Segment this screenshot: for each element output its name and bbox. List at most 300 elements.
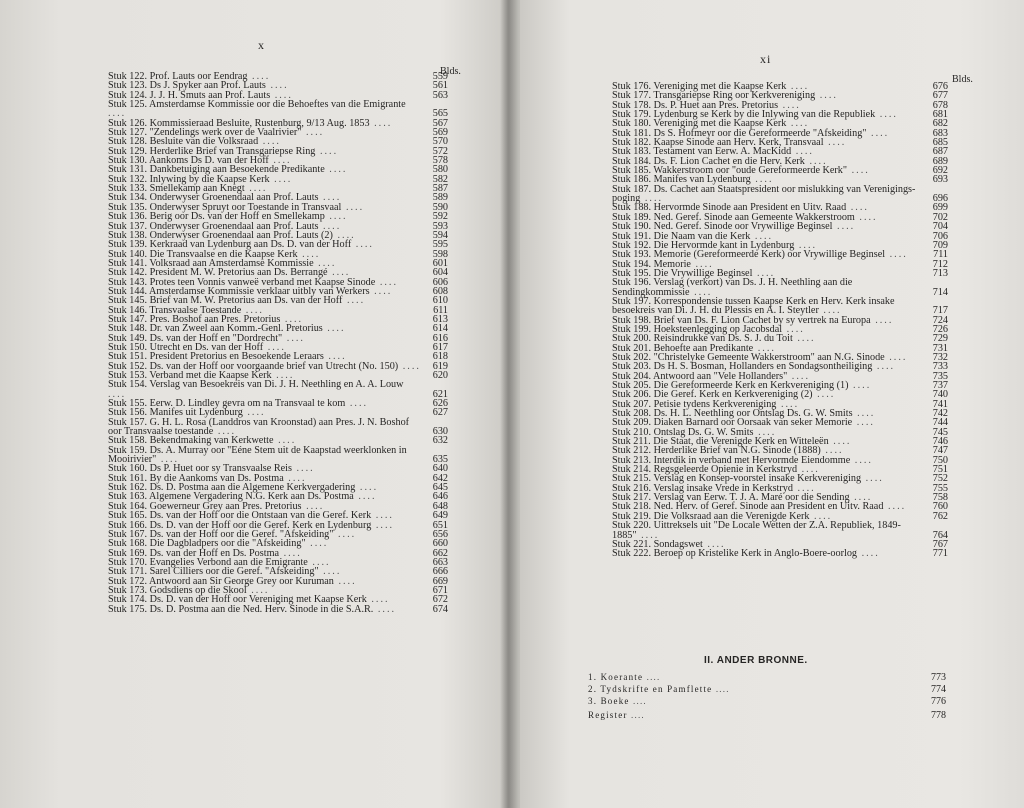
leader-dots: ....	[846, 202, 869, 214]
toc-entry-page: 620	[432, 370, 448, 381]
toc-entry-title: Stuk 197. Korrespondensie tussen Kaapse Kerk en Herv. Kerk insake besoekreis van Di. J. H. du Plessis en A. I. Steytler	[612, 295, 895, 317]
toc-entry-title: Stuk 171. Sarel Cilliers oor die Geref. "Afskeiding"	[108, 566, 319, 578]
toc-entry-title: Stuk 140. Die Transvaalse en die Kaapse Kerk	[108, 248, 298, 260]
toc-entry-page: 666	[432, 566, 448, 578]
toc-entry-page: 648	[432, 500, 448, 512]
toc-list-right	[612, 82, 948, 559]
leader-dots: ....	[712, 684, 730, 694]
toc-entry-title: Stuk 149. Ds. van der Hoff en "Dordrecht"	[108, 332, 283, 344]
leader-dots: ....	[355, 482, 379, 494]
toc-entry-page: 598	[432, 248, 448, 260]
toc-entry-page: 692	[932, 165, 948, 177]
toc-entry-title: Stuk 219. Die Volksraad aan die Verenigde Kerk	[612, 510, 810, 522]
toc-entry-title: Stuk 127. "Zendelings werk over de Vaalrivier"	[108, 127, 302, 139]
toc-entry-page: 587	[432, 183, 448, 195]
toc-entry-title: Stuk 209. Diaken Barnard oor Oorsaak van seker Memorie	[612, 417, 853, 429]
toc-list-left	[108, 72, 448, 614]
toc-entry-page: 594	[432, 229, 448, 241]
leader-dots: ....	[750, 174, 774, 186]
toc-entry-page: 604	[432, 267, 448, 279]
leader-dots: ....	[318, 566, 342, 578]
toc-entry-title: Stuk 150. Utrecht en Ds. van der Hoff	[108, 341, 264, 353]
toc-entry-page: 696	[932, 193, 948, 205]
toc-entry-title: Stuk 180. Vereniging met die Kaapse Kerk	[612, 118, 787, 130]
leader-dots: ....	[213, 426, 236, 438]
toc-entry-title: Stuk 211. Die Staat, die Verenigde Kerk en Witteleën	[612, 436, 829, 448]
leader-dots: ....	[353, 491, 377, 503]
leader-dots: ....	[371, 510, 394, 522]
toc-entry-title: Stuk 166. Ds. D. van der Hoff oor die Geref. Kerk en Lydenburg	[108, 519, 372, 531]
toc-entry-title: Stuk 172. Antwoord aan Sir George Grey oor Kuruman	[108, 575, 334, 587]
leader-dots: ....	[815, 90, 838, 102]
section-heading: II. ANDER BRONNE.	[704, 655, 808, 666]
toc-entry-page: 746	[932, 436, 948, 448]
toc-entry-title: Stuk 173. Godsdiens op die Skool	[108, 584, 247, 596]
source-entry	[588, 672, 946, 683]
toc-entry-page: 750	[932, 454, 948, 466]
toc-entry-title: Stuk 203. Ds H. S. Bosman, Hollanders en Sondagsontheiliging	[612, 361, 873, 373]
toc-entry-title: Stuk 142. President M. W. Pretorius aan Ds. Berrangé	[108, 267, 328, 279]
toc-entry-page: 663	[432, 556, 448, 568]
leader-dots: ....	[852, 417, 875, 429]
leader-dots: ....	[333, 528, 357, 540]
leader-dots: ....	[776, 398, 800, 410]
toc-entry-title: Stuk 186. Manifes van Lydenburg	[612, 174, 751, 186]
toc-entry-page: 645	[432, 482, 448, 494]
toc-entry-page: 740	[932, 389, 948, 401]
toc-entry	[612, 549, 948, 558]
toc-entry-title: Stuk 130. Aankoms Ds D. van der Hoff	[108, 155, 269, 167]
toc-entry-title: Stuk 137. Onderwyser Groenendaal aan Prof. Lauts	[108, 220, 319, 232]
leader-dots: ....	[861, 473, 884, 485]
toc-entry-page: 676	[932, 81, 948, 92]
toc-entry-page: 767	[932, 538, 948, 550]
toc-entry-page: 755	[932, 482, 948, 494]
toc-entry-title: Stuk 156. Manifes uit Lydenburg	[108, 407, 243, 419]
leader-dots: ....	[792, 333, 816, 345]
toc-entry-title: Stuk 148. Dr. van Zweel aan Komm.-Genl. Pretorius	[108, 323, 323, 335]
toc-entry	[612, 278, 948, 297]
toc-entry-page: 764	[932, 529, 948, 541]
toc-entry-title: Stuk 187. Ds. Cachet aan Staatspresident oor mislukking van Verenigings-poging	[612, 183, 916, 205]
toc-entry-title: Stuk 205. Die Gereformeerde Kerk en Kerkvereniging (1)	[612, 380, 849, 391]
toc-entry-title: Stuk 128. Besluite van die Volksraad	[108, 136, 259, 148]
toc-entry-page: 563	[432, 89, 448, 101]
toc-entry-title: Stuk 176. Vereniging met die Kaapse Kerk	[612, 81, 787, 92]
leader-dots: ....	[280, 313, 304, 325]
source-entry-title: 3. Boeke	[588, 696, 630, 706]
leader-dots: ....	[241, 304, 264, 316]
leader-dots: ....	[244, 183, 268, 195]
leader-dots: ....	[322, 323, 346, 335]
toc-entry-page: 592	[432, 211, 448, 223]
toc-entry-page: 742	[932, 408, 948, 420]
toc-entry-page: 732	[932, 351, 948, 363]
leader-dots: ....	[640, 193, 664, 205]
leader-dots: ....	[809, 510, 833, 522]
toc-entry-title: Stuk 154. Verslag van Besoekreis van Di. J. H. Neethling en A. A. Louw	[108, 379, 404, 391]
toc-entry-page: 614	[432, 323, 448, 335]
toc-entry-title: Stuk 179. Lydenburg se Kerk by die Inlywing van die Republiek	[612, 109, 876, 121]
toc-entry-title: Stuk 135. Onderwyser Spruyt oor Toestande in Transvaal	[108, 201, 342, 213]
leader-dots: ....	[345, 398, 369, 410]
toc-entry-title: Stuk 146. Transvaalse Toestande	[108, 304, 242, 316]
toc-entry-title: Stuk 158. Bekendmaking van Kerkwette	[108, 435, 274, 447]
toc-entry-page: 733	[932, 361, 948, 373]
leader-dots: ....	[885, 249, 908, 261]
toc-entry-title: Stuk 196. Verslag (verkort) van Ds. J. H. Neethling aan die Sendingkommissie	[612, 277, 853, 298]
toc-entry-page: 683	[932, 127, 948, 139]
toc-entry-page: 681	[932, 109, 948, 121]
toc-entry	[612, 185, 948, 204]
toc-entry-title: Stuk 122. Prof. Lauts oor Eendrag	[108, 71, 248, 82]
leader-dots: ....	[301, 127, 325, 139]
toc-entry-title: Stuk 188. Hervormde Sinode aan President en Uitv. Raad	[612, 202, 847, 214]
leader-dots: ....	[371, 519, 395, 531]
toc-entry-page: 619	[432, 360, 448, 372]
leader-dots: ....	[782, 323, 805, 335]
leader-dots: ....	[246, 584, 270, 596]
leader-dots: ....	[854, 211, 878, 223]
toc-entry	[108, 380, 448, 399]
leader-dots: ....	[849, 492, 873, 504]
toc-entry-page: 570	[432, 136, 448, 148]
leader-dots: ....	[820, 445, 844, 457]
toc-entry-title: Stuk 216. Verslag insake Vrede in Kerkstryd	[612, 482, 793, 494]
toc-entry-page: 745	[932, 426, 948, 438]
toc-entry-page: 606	[432, 276, 448, 288]
toc-entry-title: Stuk 139. Kerkraad van Lydenburg aan Ds. D. van der Hoff	[108, 239, 352, 251]
leader-dots: ....	[778, 99, 801, 111]
toc-entry-title: Stuk 175. Ds. D. Postma aan die Ned. Herv. Sinode in die S.A.R.	[108, 603, 374, 615]
toc-entry-page: 561	[432, 80, 448, 92]
leader-dots: ....	[366, 594, 390, 606]
toc-entry-title: Stuk 143. Protes teen Vonnis vanweë verband met Kaapse Sinode	[108, 276, 376, 288]
toc-entry-page: 693	[932, 174, 948, 186]
toc-entry	[612, 521, 948, 540]
source-entry-title: 1. Koerante	[588, 672, 644, 682]
toc-entry-title: Stuk 201. Behoefte aan Predikante	[612, 342, 754, 354]
toc-entry-page: 709	[932, 239, 948, 251]
toc-entry-title: Stuk 191. Die Naam van die Kerk	[612, 230, 751, 242]
leader-dots: ....	[752, 267, 776, 279]
leader-dots: ....	[872, 361, 896, 373]
toc-entry-title: Stuk 170. Evangelies Verbond aan die Emigrante	[108, 556, 308, 568]
leader-dots: ....	[270, 89, 293, 101]
toc-entry-title: Stuk 144. Amsterdamse Kommissie verklaar uitbly van Werkers	[108, 285, 370, 297]
toc-entry-title: Stuk 162. Ds. D. Postma aan die Algemene Kerkvergadering	[108, 482, 356, 494]
toc-entry-title: Stuk 190. Ned. Geref. Sinode oor Vrywillige Beginsel	[612, 221, 833, 233]
toc-entry-page: 567	[432, 117, 448, 129]
toc-entry-page: 646	[432, 491, 448, 503]
toc-entry-page: 662	[432, 547, 448, 559]
source-entry	[588, 684, 946, 695]
column-header-right: Blds.	[952, 74, 973, 85]
toc-entry-page: 613	[432, 313, 448, 325]
toc-entry-page: 714	[932, 286, 948, 298]
toc-entry-page: 572	[432, 145, 448, 157]
toc-entry-page: 627	[432, 407, 448, 419]
column-header-left: Blds.	[440, 66, 461, 77]
leader-dots: ....	[351, 239, 374, 251]
leader-dots: ....	[373, 603, 397, 615]
toc-entry-title: Stuk 200. Reisindrukke van Ds. S. J. du Toit	[612, 333, 793, 345]
leader-dots: ....	[753, 342, 776, 354]
toc-entry-title: Stuk 165. Ds. van der Hoff oor die Ontstaan van die Geref. Kerk	[108, 510, 372, 522]
toc-entry-page: 735	[932, 370, 948, 382]
leader-dots: ....	[318, 220, 342, 232]
toc-entry-page: 569	[432, 127, 448, 139]
leader-dots: ....	[268, 155, 292, 167]
toc-entry-title: Stuk 215. Verslag en Konsep-voorstel insake Kerkvereniging	[612, 473, 862, 485]
toc-entry-title: Stuk 153. Verband met die Kaapse Kerk	[108, 370, 272, 381]
leader-dots: ....	[273, 435, 297, 447]
toc-entry-title: Stuk 189. Ned. Geref. Sinode aan Gemeente Wakkerstroom	[612, 211, 855, 223]
toc-entry-title: Stuk 217. Verslag van Eerw. T. J. A. Maré oor die Sending	[612, 492, 850, 504]
toc-entry	[612, 297, 948, 316]
toc-entry-title: Stuk 198. Brief van Ds. F. Lion Cachet by sy vertrek na Europa	[612, 314, 871, 326]
toc-entry-page: 626	[432, 398, 448, 410]
leader-dots: ....	[804, 155, 828, 167]
toc-entry-page: 608	[432, 285, 448, 297]
toc-entry-title: Stuk 174. Ds. D. van der Hoff oor Vereniging met Kaapse Kerk	[108, 594, 367, 606]
leader-dots: ....	[791, 146, 814, 158]
leader-dots: ....	[265, 80, 289, 92]
leader-dots: ....	[786, 81, 810, 92]
toc-entry-page: 611	[433, 304, 448, 316]
toc-entry-page: 744	[932, 417, 948, 429]
toc-entry-title: Stuk 161. By die Aankoms van Ds. Postma	[108, 472, 284, 484]
toc-entry-title: Stuk 204. Antwoord aan "Vele Hollanders"	[612, 370, 788, 382]
leader-dots: ....	[797, 464, 820, 476]
toc-entry-page: 687	[932, 146, 948, 158]
leader-dots: ....	[341, 201, 365, 213]
toc-entry-title: Stuk 132. Inlywing by die Kaapse Kerk	[108, 173, 270, 185]
toc-entry-title: Stuk 208. Ds. H. L. Neethling oor Ontslag Ds. G. W. Smits	[612, 408, 853, 420]
toc-entry-title: Stuk 192. Die Hervormde kant in Lydenburg	[612, 239, 795, 251]
leader-dots: ....	[883, 501, 907, 513]
toc-entry-title: Stuk 206. Die Geref. Kerk en Kerkvereniging (2)	[612, 389, 813, 401]
toc-entry-page: 580	[432, 164, 448, 176]
leader-dots: ....	[156, 454, 180, 466]
leader-dots: ....	[342, 295, 366, 307]
toc-entry-title: Stuk 178. Ds. P. Huet aan Pres. Pretorius	[612, 99, 779, 111]
source-entry-page: 774	[931, 684, 946, 695]
leader-dots: ....	[323, 351, 347, 363]
toc-entry-page: 660	[432, 538, 448, 550]
leader-dots: ....	[848, 380, 872, 391]
toc-entry-page: 610	[432, 295, 448, 307]
leader-dots: ....	[847, 165, 870, 177]
toc-entry-title: Stuk 155. Eerw. D. Lindley gevra om na Transvaal te kom	[108, 398, 346, 410]
toc-entry-page: 760	[932, 501, 948, 513]
toc-entry-title: Stuk 183. Testament van Eerw. A. MacKidd	[612, 146, 792, 158]
leader-dots: ....	[324, 211, 348, 223]
toc-entry-page: 593	[432, 220, 448, 232]
toc-entry-title: Stuk 168. Die Dagbladpers oor die "Afskeiding"	[108, 538, 306, 550]
toc-entry-page: 674	[432, 603, 448, 615]
toc-entry-title: Stuk 194. Memorie	[612, 258, 691, 270]
leader-dots: ....	[247, 71, 271, 82]
leader-dots: ....	[753, 426, 777, 438]
leader-dots: ....	[318, 192, 342, 204]
toc-entry-title: Stuk 185. Wakkerstroom oor "oude Gereformeerde Kerk"	[612, 165, 848, 177]
toc-entry-title: Stuk 136. Berig oor Ds. van der Hoff en Smellekamp	[108, 211, 325, 223]
leader-dots: ....	[690, 258, 714, 270]
leader-dots: ....	[823, 137, 847, 149]
toc-entry-page: 632	[432, 435, 448, 447]
toc-entry-title: Stuk 124. J. J. H. Smuts aan Prof. Lauts	[108, 89, 271, 101]
toc-entry-page: 565	[432, 108, 448, 120]
leader-dots: ....	[313, 257, 337, 269]
leader-dots: ....	[812, 389, 836, 401]
toc-entry-title: Stuk 218. Ned. Herv. of Geref. Sinode aan President en Uitv. Raad	[612, 501, 884, 513]
toc-entry-title: Stuk 145. Brief van M. W. Pretorius aan Ds. van der Hoff	[108, 295, 343, 307]
toc-entry-page: 689	[932, 155, 948, 167]
source-entry-page: 776	[931, 696, 946, 707]
leader-dots: ....	[258, 136, 281, 148]
toc-entry-page: 630	[432, 426, 448, 438]
toc-entry-title: Stuk 151. President Pretorius en Besoekende Leraars	[108, 351, 324, 363]
toc-entry-page: 726	[932, 323, 948, 335]
toc-entry-title: Stuk 212. Herderlike Brief van N.G. Sinode (1888)	[612, 445, 821, 457]
toc-entry-title: Stuk 159. Ds. A. Murray oor "Eéne Stem uit de Kaapstad weerklonken in Mooirivier"	[108, 444, 407, 466]
leader-dots: ....	[702, 538, 726, 550]
toc-entry-title: Stuk 184. Ds. F. Lion Cachet en die Herv. Kerk	[612, 155, 805, 167]
toc-entry-page: 618	[432, 351, 448, 363]
toc-entry-title: Stuk 195. Die Vrywillige Beginsel	[612, 267, 753, 279]
leader-dots: ....	[269, 173, 293, 185]
toc-entry-page: 751	[932, 464, 948, 476]
toc-entry-title: Stuk 193. Memorie (Gereformeerde Kerk) oor Vrywillige Beginsel	[612, 249, 886, 261]
toc-entry-page: 642	[432, 472, 448, 484]
leader-dots: ....	[307, 556, 331, 568]
toc-entry-title: Stuk 167. Ds. van der Hoff oor die Geref. "Afskeiding"	[108, 528, 334, 540]
leader-dots: ....	[852, 408, 876, 420]
toc-entry-page: 672	[432, 594, 448, 606]
toc-entry-page: 717	[932, 305, 948, 317]
toc-entry-page: 677	[932, 90, 948, 102]
leader-dots: ....	[369, 117, 393, 129]
toc-entry-page: 590	[432, 201, 448, 213]
toc-entry-title: Stuk 220. Uittreksels uit "De Locale Wetten der Z.A. Republiek, 1849-1885"	[612, 520, 901, 541]
leader-dots: ....	[629, 696, 647, 706]
toc-entry-title: Stuk 160. Ds P. Huet oor sy Transvaalse Reis	[108, 463, 292, 475]
leader-dots: ....	[627, 710, 645, 720]
toc-entry-title: Stuk 157. G. H. L. Rosa (Landdros van Kroonstad) aan Pres. J. N. Boshof oor Transvaalse toestande	[108, 416, 410, 438]
toc-entry-page: 669	[432, 575, 448, 587]
leader-dots: ....	[792, 482, 816, 494]
toc-entry-page: 656	[432, 528, 448, 540]
leader-dots: ....	[866, 127, 890, 139]
toc-entry-page: 711	[933, 249, 948, 261]
leader-dots: ....	[242, 407, 266, 419]
leader-dots: ....	[305, 538, 329, 550]
leader-dots: ....	[291, 463, 315, 475]
leader-dots: ....	[857, 548, 880, 560]
leader-dots: ....	[108, 388, 127, 400]
leader-dots: ....	[108, 108, 127, 120]
toc-entry-page: 729	[932, 333, 948, 345]
leader-dots: ....	[870, 314, 894, 326]
leader-dots: ....	[689, 286, 713, 298]
leader-dots: ....	[279, 547, 302, 559]
page-number-left: x	[258, 38, 265, 52]
page-number-right: xi	[760, 52, 772, 66]
toc-entry-title: Stuk 164. Goewerneur Grey aan Pres. Pretorius	[108, 500, 302, 512]
toc-entry-page: 671	[432, 584, 448, 596]
toc-entry-page: 595	[432, 239, 448, 251]
source-entry-page: 773	[931, 672, 946, 683]
toc-entry-page: 621	[432, 388, 448, 400]
leader-dots: ....	[297, 248, 321, 260]
leader-dots: ....	[324, 164, 348, 176]
leader-dots: ....	[636, 529, 660, 541]
leader-dots: ....	[327, 267, 351, 279]
toc-entry-title: Stuk 129. Herderlike Brief van Transgariepse Ring	[108, 145, 316, 157]
leader-dots: ....	[850, 454, 873, 466]
toc-entry-page: 616	[432, 332, 448, 344]
toc-entry-page: 713	[932, 267, 948, 279]
toc-entry-page: 651	[432, 519, 448, 531]
toc-entry-page: 771	[932, 548, 948, 560]
toc-entry-title: Stuk 221. Sondagswet	[612, 538, 703, 550]
toc-entry	[108, 446, 448, 465]
toc-entry-page: 699	[932, 202, 948, 214]
leader-dots: ....	[787, 370, 810, 382]
toc-entry-page: 762	[932, 510, 948, 522]
toc-entry-page: 702	[932, 211, 948, 223]
leader-dots: ....	[283, 472, 307, 484]
toc-entry-page: 704	[932, 221, 948, 233]
toc-entry-page: 731	[932, 342, 948, 354]
leader-dots: ....	[263, 341, 286, 353]
toc-entry-page: 685	[932, 137, 948, 149]
toc-entry-page: 582	[432, 173, 448, 185]
toc-entry-title: Stuk 125. Amsterdamse Kommissie oor die Behoeftes van die Emigrante	[108, 99, 406, 111]
toc-entry-page: 678	[932, 99, 948, 111]
toc-entry-title: Stuk 141. Volksraad aan Amsterdamse Kommissie	[108, 257, 314, 269]
toc-entry-title: Stuk 177. Transgariepse Ring oor Kerkvereniging	[612, 90, 816, 102]
source-entry-title: 2. Tydskrifte en Pamflette	[588, 684, 713, 694]
leader-dots: ....	[818, 305, 842, 317]
toc-entry	[108, 100, 448, 119]
toc-entry-title: Stuk 182. Kaapse Sinode aan Herv. Kerk, Transvaal	[612, 137, 824, 149]
leader-dots: ....	[375, 276, 399, 288]
leader-dots: ....	[282, 332, 305, 344]
toc-entry-page: 712	[932, 258, 948, 270]
toc-entry-page: 758	[932, 492, 948, 504]
toc-entry-title: Stuk 126. Kommissieraad Besluite, Rustenburg, 9/13 Aug. 1853	[108, 117, 370, 129]
toc-entry-page: 706	[932, 230, 948, 242]
source-entry	[588, 696, 946, 707]
toc-entry-title: Stuk 202. "Christelyke Gemeente Wakkerstroom" aan N.G. Sinode	[612, 351, 885, 363]
toc-entry-page: 617	[432, 341, 448, 353]
toc-entry-title: Stuk 169. Ds. van der Hoff en Ds. Postma	[108, 547, 280, 559]
source-entry-title: Register	[588, 710, 628, 720]
toc-entry-title: Stuk 138. Onderwyser Groenendaal aan Prof. Lauts (2)	[108, 229, 333, 241]
toc-entry-title: Stuk 123. Ds J. Spyker aan Prof. Lauts	[108, 80, 266, 92]
leader-dots: ....	[875, 109, 898, 121]
toc-entry-page: 752	[932, 473, 948, 485]
source-entry	[588, 710, 946, 721]
toc-entry-title: Stuk 222. Beroep op Kristelike Kerk in Anglo-Boere-oorlog	[612, 548, 858, 560]
toc-entry-page: 635	[432, 454, 448, 466]
toc-entry-title: Stuk 199. Hoeksteenlegging op Jacobsdal	[612, 323, 783, 335]
toc-entry-title: Stuk 152. Ds. van der Hoff oor voorgaande brief van Utrecht (No. 150)	[108, 360, 399, 372]
toc-entry-title: Stuk 207. Petisie tydens Kerkvereniging	[612, 398, 777, 410]
leader-dots: ....	[271, 370, 295, 381]
